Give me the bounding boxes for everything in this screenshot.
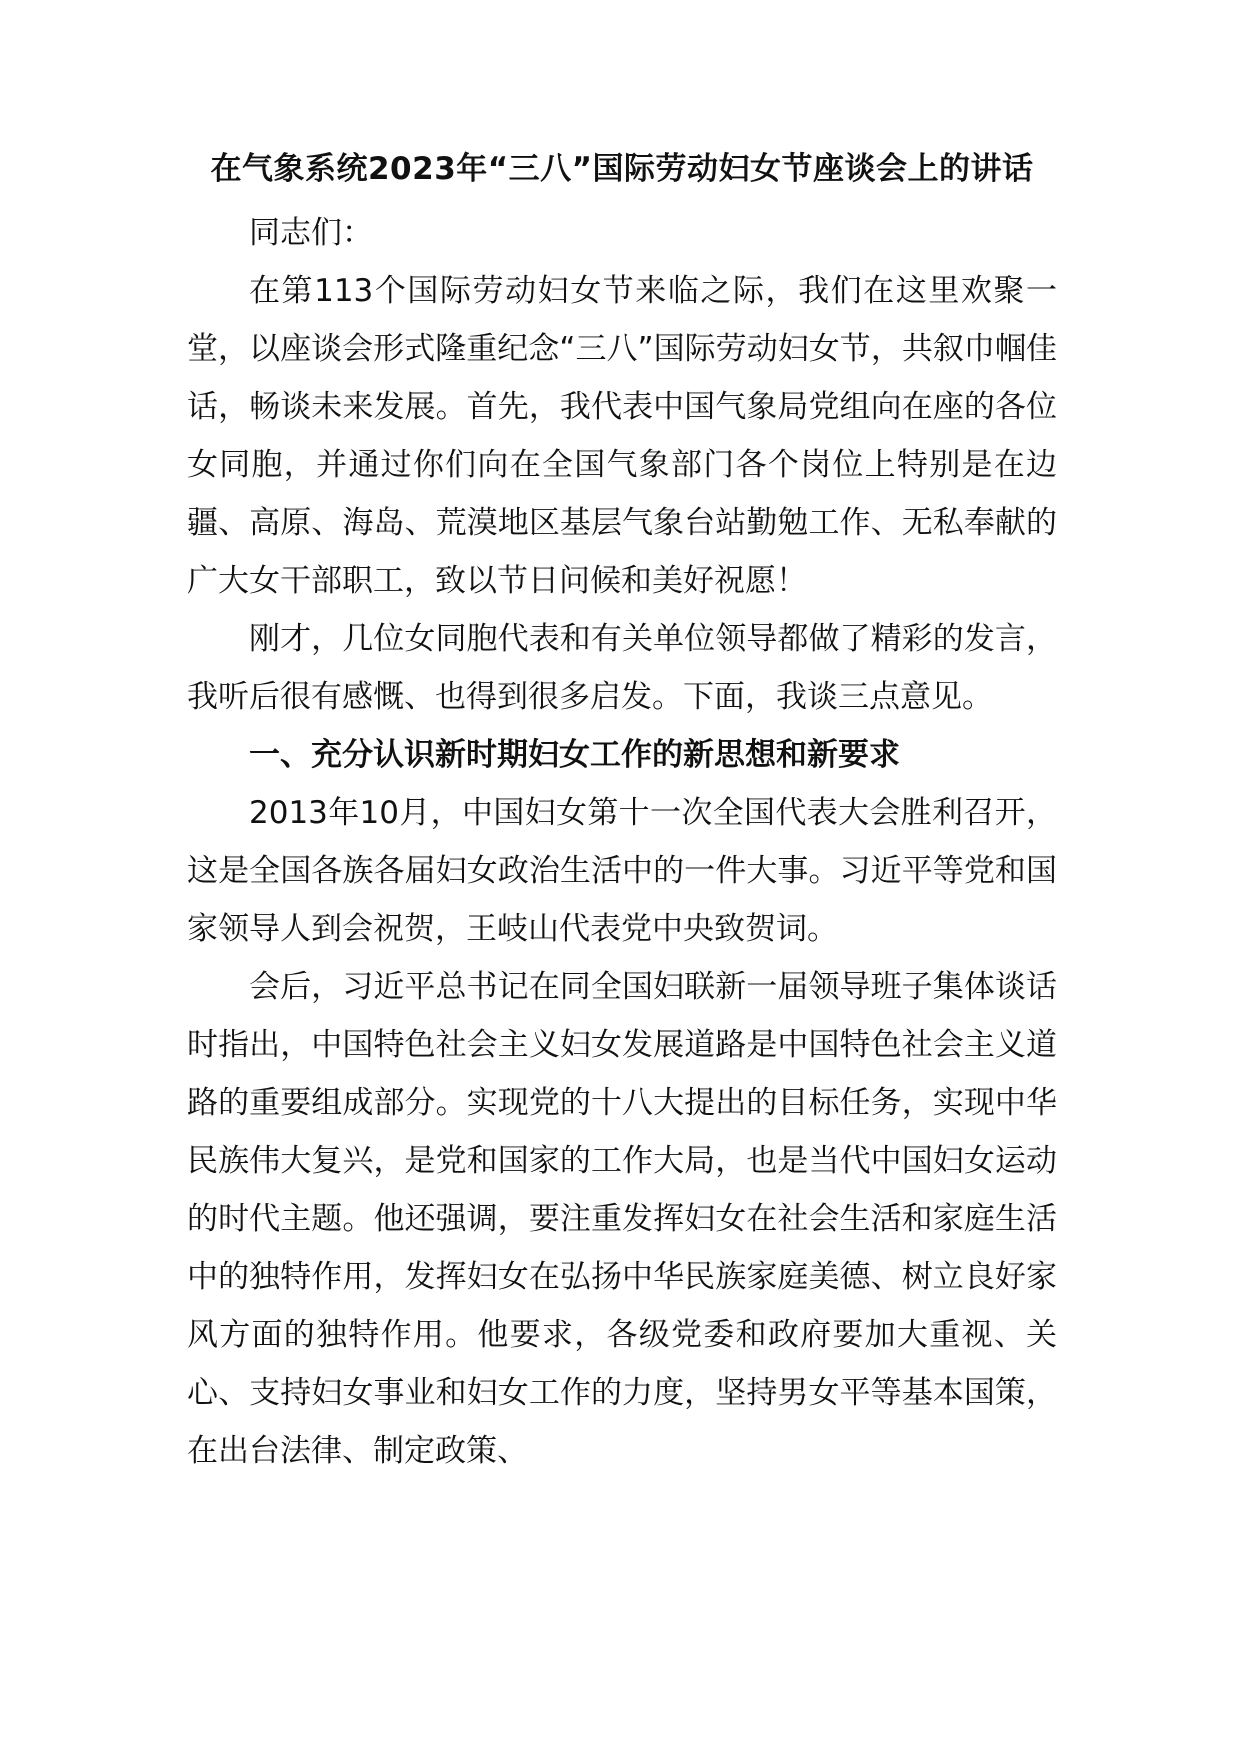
- section1-paragraph: 会后，习近平总书记在同全国妇联新一届领导班子集体谈话时指出，中国特色社会主义妇女发展道路是中国特色社会主义道路的重要组成部分。实现党的十八大提出的目标任务，实现中华民族伟大复兴，是党和国家的工作大局，也是当代中国妇女运动的时代主题。他还强调，要注重发挥妇女在社会生活和家庭生活中的独特作用，发挥妇女在弘扬中华民族家庭美德、树立良好家风方面的独特作用。他要求，各级党委和政府要加大重视、关心、支持妇女事业和妇女工作的力度，坚持男女平等基本国策，在出台法律、制定政策、: [187, 969, 1057, 1469]
- salutation: 同志们：: [249, 215, 373, 251]
- paragraph-opening: 在第113个国际劳动妇女节来临之际，我们在这里欢聚一堂，以座谈会形式隆重纪念“三八”国际劳动妇女节，共叙巾帼佳话，畅谈未来发展。首先，我代表中国气象局党组向在座的各位女同胞，并通过你们向在全国气象部门各个岗位上特别是在边疆、高原、海岛、荒漠地区基层气象台站勤勉工作、无私奉献的广大女干部职工，致以节日问候和美好祝愿！: [187, 273, 1057, 599]
- document-title: 在气象系统2023年“三八”国际劳动妇女节座谈会上的讲话: [210, 151, 1034, 187]
- section1-paragraph: 2013年10月，中国妇女第十一次全国代表大会胜利召开，这是全国各族各届妇女政治生活中的一件大事。习近平等党和国家领导人到会祝贺，王岐山代表党中央致贺词。: [187, 795, 1057, 947]
- paragraph-intro: 刚才，几位女同胞代表和有关单位领导都做了精彩的发言，我听后很有感慨、也得到很多启发。下面，我谈三点意见。: [187, 621, 1057, 715]
- document-page: [187, 140, 1057, 1480]
- section-heading-1: 一、充分认识新时期妇女工作的新思想和新要求: [249, 737, 900, 773]
